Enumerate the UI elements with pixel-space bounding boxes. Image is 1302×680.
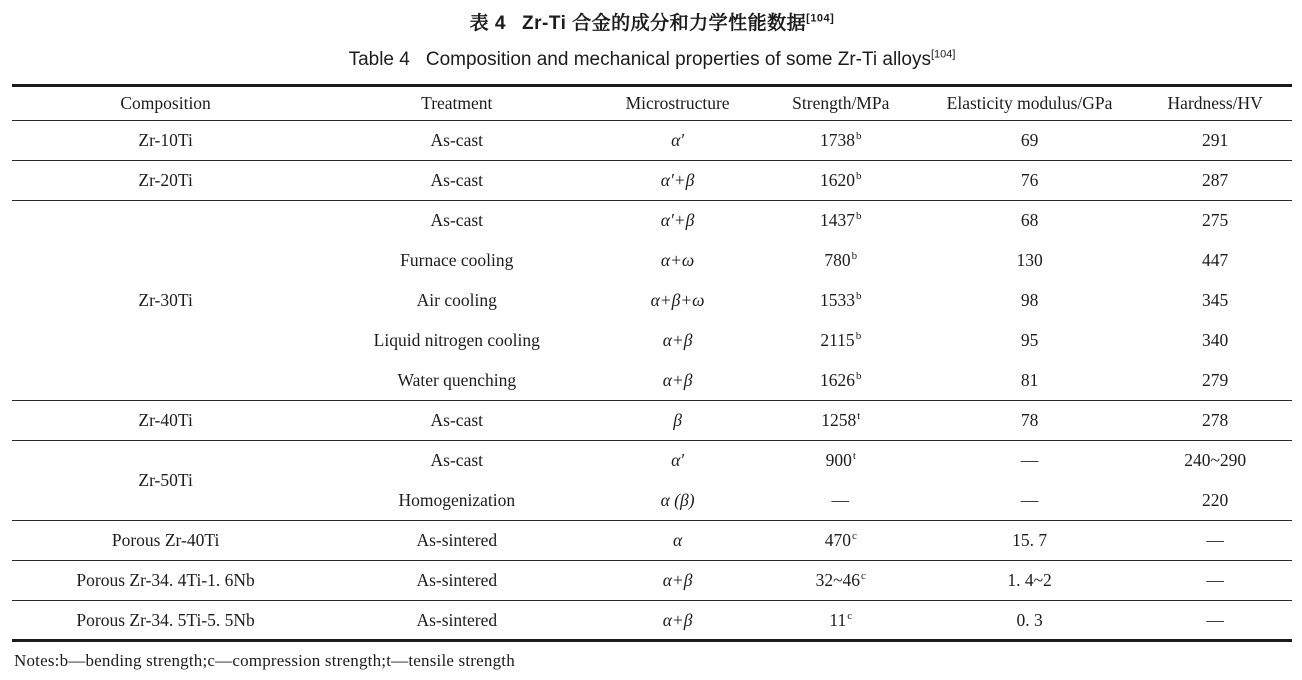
table-row — [12, 401, 1292, 441]
strength-cell — [761, 401, 921, 441]
modulus-cell: 78 — [921, 401, 1139, 441]
strength-value: 470 — [824, 530, 851, 550]
column-header-composition: Composition — [12, 86, 319, 121]
microstructure-cell: α+β — [594, 361, 760, 401]
hardness-cell: 275 — [1202, 210, 1229, 231]
strength-value: 900 — [825, 450, 852, 471]
strength-value: — — [831, 489, 850, 510]
strength-note: b — [856, 369, 862, 382]
strength-value: 11 — [829, 609, 847, 630]
strength-value: 1626 — [820, 369, 856, 390]
hardness-cell: 278 — [1138, 401, 1292, 441]
strength-value: 1258 — [821, 410, 857, 430]
table-title-en — [12, 48, 1292, 72]
treatment-cell: As-cast — [319, 121, 594, 161]
strength-note: c — [861, 570, 866, 583]
modulus-cell: 68 — [1020, 210, 1039, 231]
table-caption-zh: Zr-Ti 合金的成分和力学性能数据 — [522, 13, 807, 34]
column-header-strength: Strength/MPa — [761, 86, 921, 121]
composition-cell: Zr-20Ti — [12, 161, 319, 201]
column-header-hardness: Hardness/HV — [1138, 86, 1292, 121]
strength-cell — [761, 241, 921, 281]
strength-note: c — [847, 609, 853, 622]
strength-note: b — [856, 290, 862, 303]
microstructure-cell: α+β — [662, 330, 693, 350]
microstructure-cell: α′+β — [660, 210, 695, 231]
strength-value: 32~46 — [815, 570, 861, 590]
microstructure-cell: α — [594, 521, 760, 561]
strength-cell — [761, 281, 921, 321]
hardness-cell: 345 — [1202, 290, 1229, 310]
strength-value: 1533 — [820, 290, 856, 310]
hardness-cell: 287 — [1138, 161, 1292, 201]
strength-note: b — [856, 170, 862, 183]
hardness-cell: 340 — [1202, 330, 1229, 350]
strength-value: 1620 — [820, 170, 856, 190]
composition-cell: Porous Zr-34. 5Ti-5. 5Nb — [76, 609, 255, 630]
treatment-cell: As-cast — [319, 161, 594, 201]
composition-cell: Porous Zr-40Ti — [12, 521, 319, 561]
modulus-cell: 15. 7 — [921, 521, 1139, 561]
microstructure-cell: α′ — [594, 121, 760, 161]
treatment-cell: Homogenization — [319, 481, 594, 521]
microstructure-cell: α+β+ω — [650, 290, 705, 310]
modulus-cell: 69 — [921, 121, 1139, 161]
alloy-properties-table — [12, 84, 1292, 642]
strength-value: 1437 — [820, 210, 856, 231]
microstructure-cell: α (β) — [594, 481, 760, 521]
strength-cell — [761, 561, 921, 601]
strength-note: b — [855, 330, 862, 343]
strength-value: 1738 — [820, 130, 856, 150]
column-header-elasticity-modulus: Elasticity modulus/GPa — [921, 86, 1139, 121]
strength-note: c — [851, 530, 857, 543]
column-header-microstructure: Microstructure — [594, 86, 760, 121]
strength-value: 780 — [824, 250, 851, 270]
modulus-cell: 130 — [1016, 250, 1043, 270]
microstructure-cell: α+ω — [660, 250, 695, 270]
table-row — [12, 601, 1292, 641]
microstructure-cell: α+β — [662, 609, 693, 630]
hardness-cell: 220 — [1138, 481, 1292, 521]
composition-cell: Zr-10Ti — [12, 121, 319, 161]
hardness-cell: 240~290 — [1184, 450, 1247, 471]
strength-cell — [761, 201, 921, 241]
modulus-cell: 98 — [1020, 290, 1039, 310]
microstructure-cell: β — [594, 401, 760, 441]
table-row — [12, 441, 1292, 481]
strength-cell — [761, 321, 921, 361]
strength-note: t — [857, 410, 861, 423]
header-row — [12, 86, 1292, 121]
composition-cell: Zr-50Ti — [12, 441, 319, 521]
microstructure-cell: α′ — [671, 450, 685, 471]
modulus-cell: — — [1020, 450, 1039, 471]
table-row — [12, 561, 1292, 601]
hardness-cell: — — [1138, 561, 1292, 601]
table-notes: Notes:b—bending strength;c—compression strength;t—tensile strength — [14, 651, 515, 670]
strength-note: b — [851, 250, 858, 263]
treatment-cell: As-cast — [430, 450, 484, 471]
table-row — [12, 521, 1292, 561]
composition-cell: Zr-40Ti — [12, 401, 319, 441]
modulus-cell: 81 — [921, 361, 1139, 401]
strength-cell — [761, 481, 921, 521]
table-number-zh: 表 4 — [469, 13, 506, 34]
table-title-zh — [12, 12, 1292, 36]
hardness-cell: 279 — [1138, 361, 1292, 401]
composition-cell: Porous Zr-34. 4Ti-1. 6Nb — [12, 561, 319, 601]
treatment-cell: Water quenching — [319, 361, 594, 401]
table-row — [12, 161, 1292, 201]
citation-ref-en: [104] — [930, 48, 956, 61]
table-caption-en: Composition and mechanical properties of some Zr-Ti alloys — [425, 49, 931, 70]
strength-note: t — [852, 450, 856, 463]
microstructure-cell: α+β — [594, 561, 760, 601]
treatment-cell: Air cooling — [416, 290, 497, 310]
table-row — [12, 201, 1292, 241]
modulus-cell: 95 — [1020, 330, 1039, 350]
strength-cell — [761, 601, 921, 641]
citation-ref-zh: [104] — [806, 12, 835, 25]
treatment-cell: As-cast — [319, 401, 594, 441]
strength-cell — [761, 441, 921, 481]
hardness-cell: 447 — [1202, 250, 1229, 270]
table-row — [12, 121, 1292, 161]
composition-cell: Zr-30Ti — [12, 201, 319, 401]
treatment-cell: Furnace cooling — [400, 250, 514, 270]
strength-note: b — [856, 130, 862, 143]
hardness-cell: — — [1206, 609, 1224, 630]
strength-value: 2115 — [820, 330, 855, 350]
microstructure-cell: α′+β — [594, 161, 760, 201]
modulus-cell: 1. 4~2 — [921, 561, 1139, 601]
table-number-en: Table 4 — [348, 49, 410, 70]
hardness-cell: 291 — [1138, 121, 1292, 161]
column-header-treatment: Treatment — [319, 86, 594, 121]
strength-cell — [761, 521, 921, 561]
hardness-cell: — — [1138, 521, 1292, 561]
modulus-cell: — — [921, 481, 1139, 521]
treatment-cell: As-cast — [430, 210, 484, 231]
strength-cell — [761, 161, 921, 201]
strength-cell — [761, 361, 921, 401]
treatment-cell: Liquid nitrogen cooling — [373, 330, 540, 350]
modulus-cell: 76 — [921, 161, 1139, 201]
strength-note: b — [856, 210, 862, 223]
treatment-cell: As-sintered — [319, 561, 594, 601]
treatment-cell: As-sintered — [416, 609, 498, 630]
modulus-cell: 0. 3 — [1016, 609, 1043, 630]
strength-cell — [761, 121, 921, 161]
treatment-cell: As-sintered — [319, 521, 594, 561]
